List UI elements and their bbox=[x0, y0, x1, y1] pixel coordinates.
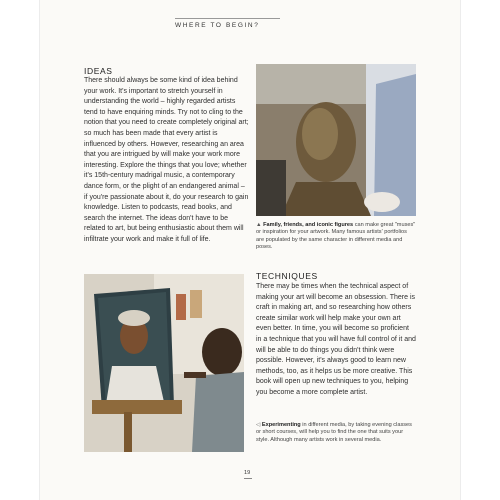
experiment-caption-text: in different media, by taking evening classes or short courses, will help you to find the one that suits your style. Although many artists work in several media. bbox=[256, 422, 412, 443]
triangle-up-icon: ▲ bbox=[256, 222, 262, 228]
techniques-heading: TECHNIQUES bbox=[256, 271, 318, 281]
triangle-left-icon: ◁ bbox=[256, 422, 261, 428]
experiment-caption-bold: Experimenting bbox=[261, 422, 301, 428]
page-number-rule bbox=[244, 478, 252, 479]
section-header: WHERE TO BEGIN? bbox=[175, 22, 260, 29]
experiment-caption bbox=[256, 422, 416, 444]
page-number: 19 bbox=[244, 470, 251, 476]
sculpture-photo bbox=[256, 64, 416, 216]
sculpture-photo-art bbox=[256, 64, 416, 216]
techniques-body: There may be times when the technical aspect of making your art will become an obsession. There is craft in making art, and so researching how others create similar work will help make your own art even better. In time, you will become so proficient in a technique that you will have full control of it and will be able to do things you didn't think were possible. However, it's always good to learn new methods, too, as it helps us be more creative. This book will open up new techniques to you, helping you become a more complete artist. bbox=[256, 283, 416, 396]
sculpture-caption-bold: Family, friends, and iconic figures bbox=[263, 222, 354, 228]
painter-photo-art bbox=[84, 274, 244, 452]
painter-photo bbox=[84, 274, 244, 452]
ideas-heading: IDEAS bbox=[84, 66, 113, 76]
ideas-body: There should always be some kind of idea behind your work. It's important to stretch yourself in understanding the world – highly regarded artists tend to have enquiring minds. Try not to cling to the notion that you need to create completely original art; so much has been made that every artist is influenced by others. However, researching an area that you are intrigued by will make your work more interesting. Explore the things that you love; whether it's 15th-century madrigal music, a contemporary dance form, or the plight of an endangered animal – if you're passionate about it, do your research to gain knowledge. Listen to podcasts, read books, and search the internet. The ideas don't have to be related to art, but being enthusiastic about them will infiltrate your work and make it full of life. bbox=[84, 77, 249, 243]
sculpture-caption bbox=[256, 222, 416, 252]
header-rule bbox=[175, 18, 280, 19]
sculpture-caption-text: can make great "muses" or inspiration for your artwork. Many famous artists' portfolios are populated by the same character in different media and poses. bbox=[256, 222, 416, 251]
